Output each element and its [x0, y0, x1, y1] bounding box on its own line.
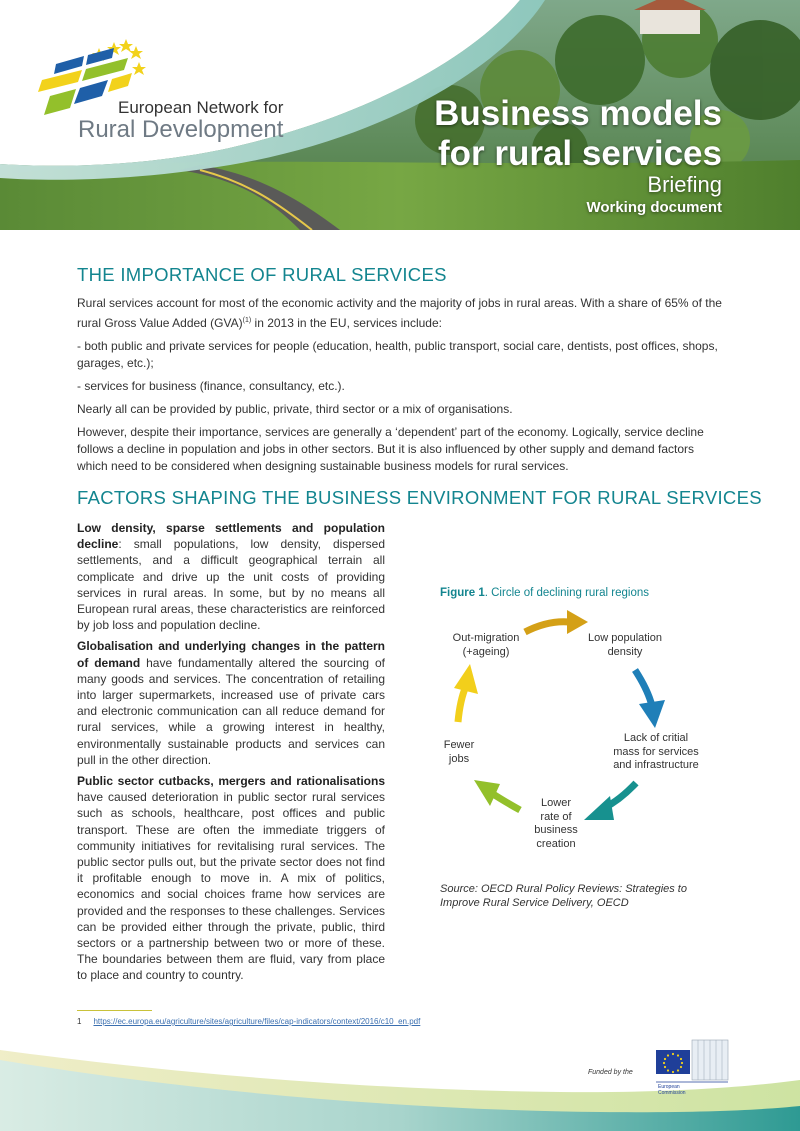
node-fewer-jobs — [430, 739, 488, 766]
factor-public-sector — [77, 773, 385, 984]
factor-low-density — [77, 520, 385, 633]
title-line2: for rural services — [437, 134, 722, 173]
arrow-top — [525, 610, 588, 634]
network-name-line1: European Network for — [118, 98, 284, 117]
header-banner — [0, 0, 800, 230]
node-lower-business-creation — [526, 797, 586, 851]
node-text: jobs — [448, 752, 470, 765]
footnote-ref[interactable]: (1) — [242, 317, 252, 324]
node-out-migration — [446, 632, 526, 659]
network-name-line2: Rural Development — [78, 116, 284, 143]
bullet-business-services: - services for business (finance, consultancy, etc.). — [77, 379, 345, 393]
section2-heading: FACTORS SHAPING THE BUSINESS ENVIRONMENT FOR RURAL SERVICES — [77, 487, 762, 508]
title-line1: Business models — [434, 94, 722, 133]
paragraph-providers: Nearly all can be provided by public, private, third sector or a mix of organisations. — [77, 402, 513, 416]
footnote-number: 1 — [77, 1017, 82, 1026]
eu-flag-icon — [656, 1050, 690, 1074]
figure-label: Figure 1 — [440, 587, 485, 599]
footnote — [77, 1017, 420, 1026]
footnote-link[interactable]: https://ec.europa.eu/agriculture/sites/agriculture/files/cap-indicators/context/2016/c10_en.pdf — [93, 1017, 421, 1026]
factor-title: Public sector cutbacks, mergers and rationalisations — [77, 774, 385, 789]
document-title-block — [434, 94, 722, 218]
decline-cycle-diagram — [430, 600, 730, 870]
factor-title: Low density, sparse settlements and population decline — [77, 521, 385, 552]
arrow-left — [454, 664, 478, 722]
arrow-bottom-right — [584, 783, 636, 820]
factor-text: : small populations, low density, dispersed settlements, and a difficult geographical terrain all complicate and drive up the unit costs of providing services in rural areas. In some, but by no means all European rural areas, these characteristics are reinforced by job loss and population decline. — [77, 537, 385, 633]
node-text: business — [534, 824, 578, 836]
factor-title: Globalisation and underlying changes in the pattern of demand — [77, 639, 385, 670]
figure-caption — [440, 587, 649, 599]
section1-heading: THE IMPORTANCE OF RURAL SERVICES — [77, 264, 447, 285]
node-text: and infrastructure — [613, 759, 699, 771]
figure-caption-text: . Circle of declining rural regions — [484, 587, 650, 599]
intro-text: Rural services account for most of the economic activity and the majority of jobs in rural areas. With a share of 65% of the rural Gross Value Added (GVA) — [77, 296, 722, 330]
intro-text-cont: in 2013 in the EU, services include: — [251, 316, 442, 330]
factor-text: have caused deterioration in public sector rural services such as schools, healthcare, post offices and public transport. These are often the immediate triggers of community initiatives for revitalising rural services. The public sector pulls out, but the private sector does not find it profitable enough to move in. A mix of politics, economics and social choices frame how services are provided and the responses to these challenges. Services can be provided either through the private, public, third sectors or a partnership between two or more of these. The boundaries between them are fluid, vary from place to place and country to country. — [77, 790, 385, 983]
factors-column — [77, 520, 385, 989]
paragraph-dependent: However, despite their importance, services are generally a ‘dependent’ part of the economy. Logically, service decline follows a decline in population and jobs in other sectors. But it is also influenced by other supply and demand factors which need to be considered when designing sustainable business models for rural services. — [77, 425, 704, 473]
node-text: Low population — [587, 632, 662, 644]
node-text: Fewer — [443, 739, 475, 751]
arrow-right — [635, 670, 665, 728]
arrow-bottom-left — [474, 780, 520, 810]
document-type: Working document — [586, 199, 722, 216]
node-text: Out-migration — [452, 632, 520, 644]
node-low-population — [580, 632, 670, 659]
european-commission-logo — [640, 1036, 732, 1098]
intro-paragraph — [77, 295, 723, 332]
subtitle: Briefing — [647, 172, 722, 197]
node-text: mass for services — [613, 745, 699, 758]
node-text: (+ageing) — [462, 645, 510, 658]
factor-text: have fundamentally altered the sourcing of many goods and services. The concentration of retailing into larger supermarkets, increased use of private cars and electronic communication can all reduce demand for rural services, while a growing interest in healthy, environmentally sustainable products and services can pull in the other direction. — [77, 655, 385, 767]
node-lack-critical-mass — [606, 732, 706, 773]
node-text: Lack of critial — [623, 732, 689, 744]
node-text: creation — [536, 837, 576, 850]
ec-name-line1: European — [658, 1084, 680, 1090]
berlaymont-icon — [692, 1040, 728, 1080]
node-text: density — [607, 645, 643, 658]
node-text: Lower — [541, 797, 571, 809]
footnote-divider — [77, 1010, 152, 1011]
figure-source: Source: OECD Rural Policy Reviews: Strategies to Improve Rural Service Delivery, OECD — [440, 883, 687, 909]
section1-body — [77, 295, 723, 481]
bullet-people-services: - both public and private services for people (education, health, public transport, social care, dentists, post offices, shops, garages, etc.); — [77, 339, 718, 370]
funded-by-text: Funded by the — [588, 1069, 633, 1076]
factor-globalisation — [77, 638, 385, 768]
ec-name-line2: Commission — [658, 1090, 686, 1096]
node-text: rate of — [540, 810, 572, 823]
